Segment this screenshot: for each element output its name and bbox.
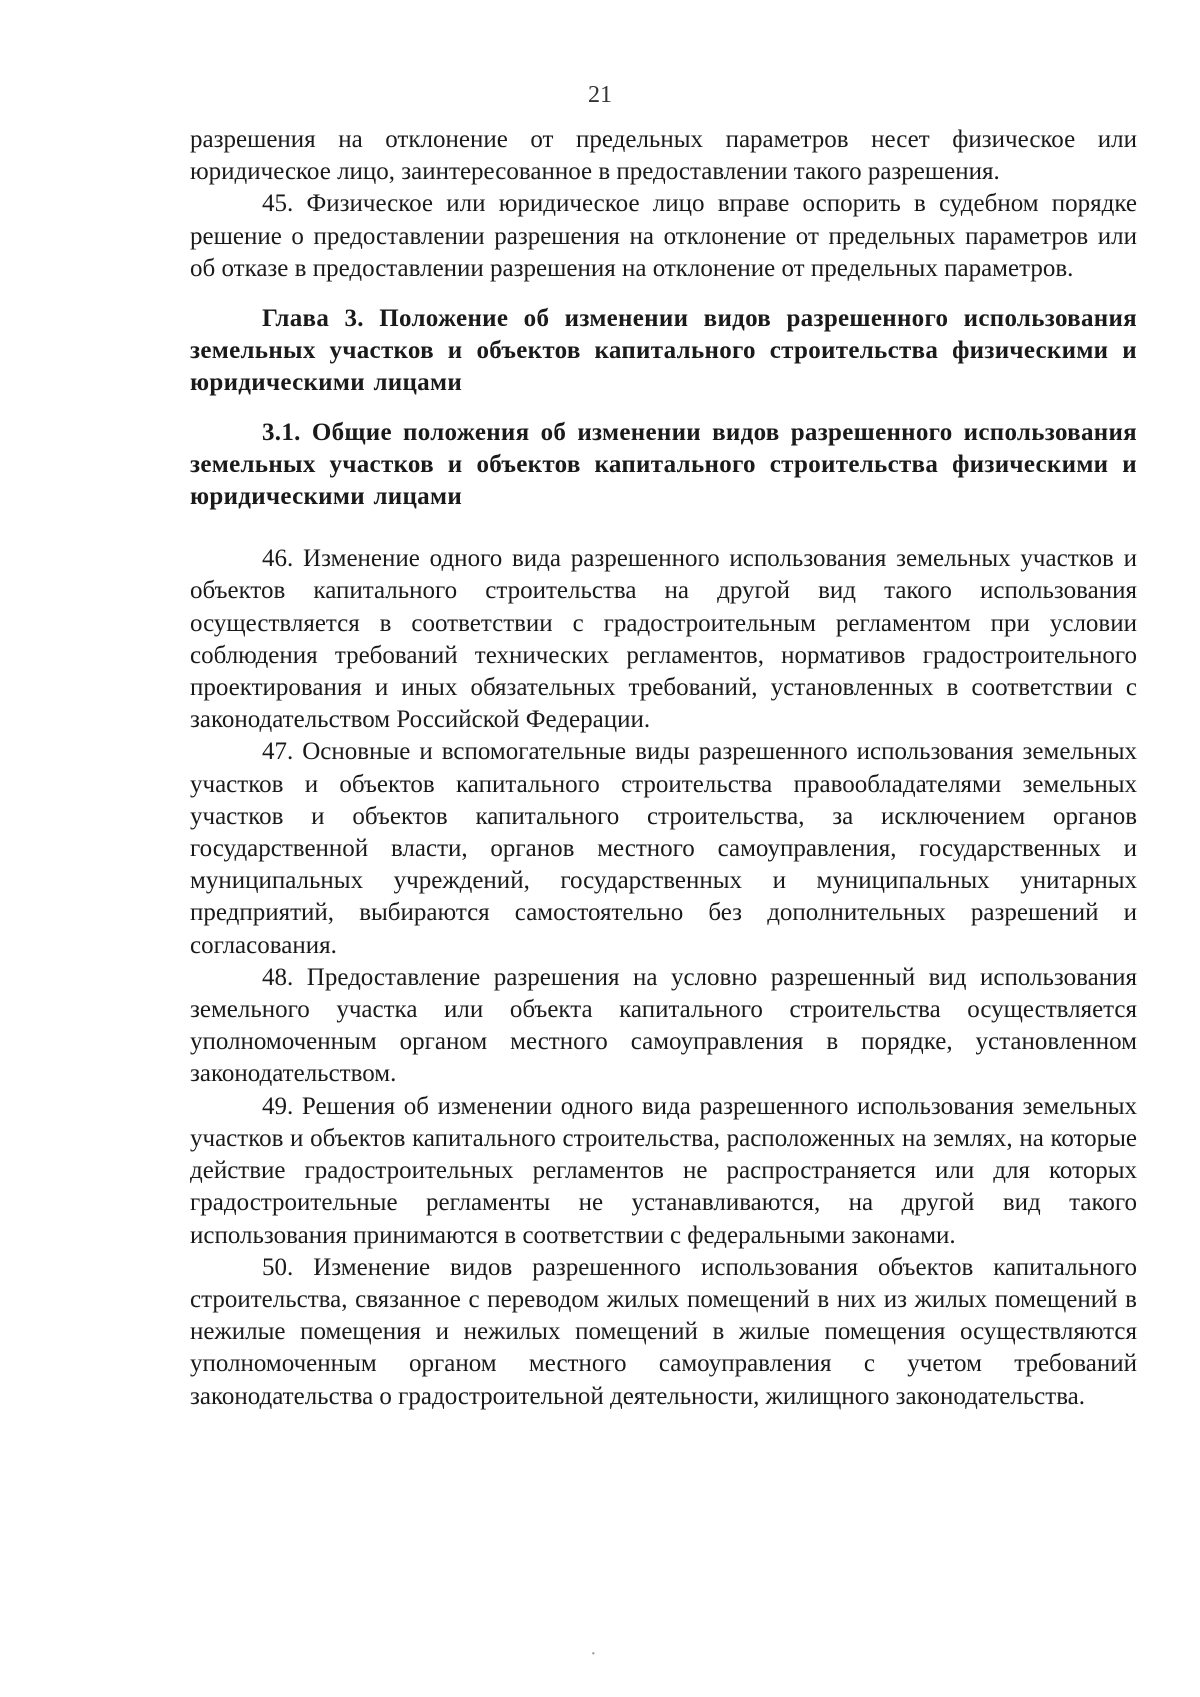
- paragraph-45: 45. Физическое или юридическое лицо вправе оспорить в судебном порядке решение о предоставлении разрешения на отклонение от предельных параметров или об отказе в предоставлении разрешения на отклонение от предельных параметров.: [190, 190, 1137, 282]
- scan-speck: ·: [590, 1643, 597, 1665]
- page-content: [190, 124, 1137, 1413]
- paragraph-48: 48. Предоставление разрешения на условно разрешенный вид использования земельного участка или объекта капитального строительства осуществляется уполномоченным органом местного самоуправления в порядке, установленном законодательством.: [190, 963, 1137, 1088]
- paragraph-47: 47. Основные и вспомогательные виды разрешенного использования земельных участков и объектов капитального строительства правообладателями земельных участков и объектов капитального строительства, за исключением органов государственной власти, органов местного самоуправления, государственных и муниципальных учреждений, государственных и муниципальных унитарных предприятий, выбираются самостоятельно без дополнительных разрешений и согласования.: [190, 738, 1137, 959]
- section-heading: 3.1. Общие положения об изменении видов разрешенного использования земельных участков и объектов капитального строительства физическими и юридическими лицами: [190, 418, 1137, 511]
- paragraph-49: 49. Решения об изменении одного вида разрешенного использования земельных участков и объектов капитального строительства, расположенных на землях, на которые действие градостроительных регламентов не распространяется или для которых градостроительные регламенты не устанавливаются, на другой вид такого использования принимаются в соответствии с федеральными законами.: [190, 1092, 1137, 1249]
- chapter-heading: Глава 3. Положение об изменении видов разрешенного использования земельных участков и объектов капитального строительства физическими и юридическими лицами: [190, 305, 1137, 397]
- paragraph-continuation: разрешения на отклонение от предельных параметров несет физическое или юридическое лицо, заинтересованное в предоставлении такого разрешения.: [190, 126, 1137, 186]
- paragraph-50: 50. Изменение видов разрешенного использования объектов капитального строительства, связанное с переводом жилых помещений в них из жилых помещений в нежилые помещения и нежилых помещений в жилые помещения осуществляются уполномоченным органом местного самоуправления с учетом требований законодательства о градостроительной деятельности, жилищного законодательства.: [190, 1253, 1137, 1410]
- paragraph-46: 46. Изменение одного вида разрешенного использования земельных участков и объектов капитального строительства на другой вид такого использования осуществляется в соответствии с градостроительным регламентом при условии соблюдения требований технических регламентов, нормативов градостроительного проектирования и иных обязательных требований, установленных в соответствии с законодательством Российской Федерации.: [190, 545, 1137, 734]
- page-number: 21: [588, 82, 612, 108]
